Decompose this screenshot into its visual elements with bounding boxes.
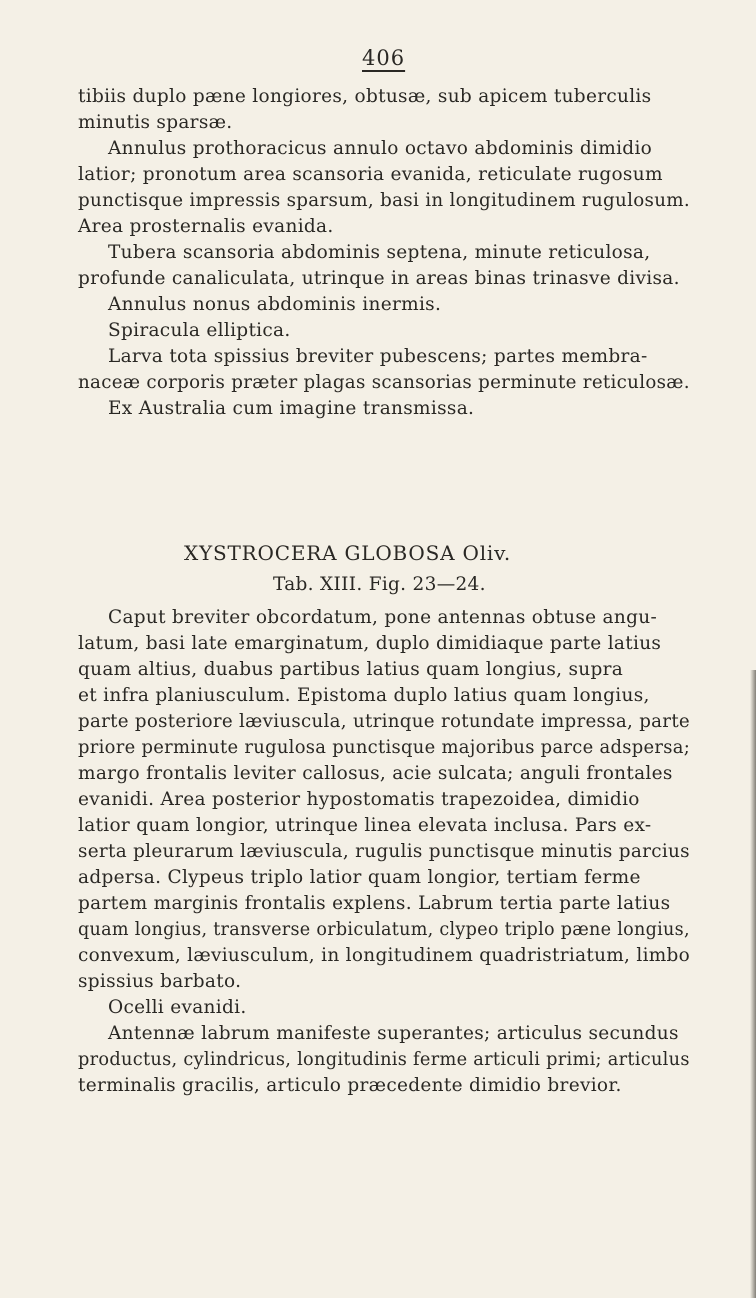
text-line: evanidi. Area posterior hypostomatis trapezoidea, dimidio <box>78 789 640 810</box>
text-line: margo frontalis leviter callosus, acie sulcata; anguli frontales <box>78 763 673 784</box>
text-line: terminalis gracilis, articulo præcedente dimidio brevior. <box>78 1075 622 1096</box>
text-line: Area prosternalis evanida. <box>78 216 334 237</box>
text-line: Annulus nonus abdominis inermis. <box>108 294 442 315</box>
text-line: latior quam longior, utrinque linea elevata inclusa. Pars ex- <box>78 815 652 836</box>
text-line: Annulus prothoracicus annulo octavo abdominis dimidio <box>108 138 653 159</box>
text-line: Caput breviter obcordatum, pone antennas obtuse angu- <box>108 607 658 628</box>
page-edge-shadow <box>750 670 756 1298</box>
species-heading: XYSTROCERA GLOBOSA Oliv. <box>184 541 511 565</box>
text-line: latum, basi late emarginatum, duplo dimidiaque parte latius <box>78 633 662 654</box>
text-line: spissius barbato. <box>78 971 242 992</box>
page-number: 406 <box>362 46 406 70</box>
text-line: parte posteriore læviuscula, utrinque rotundate impressa, parte <box>78 711 691 732</box>
text-line: et infra planiusculum. Epistoma duplo latius quam longius, <box>78 685 650 706</box>
text-line: productus, cylindricus, longitudinis ferme articuli primi; articulus <box>78 1049 690 1070</box>
text-line: Ocelli evanidi. <box>108 997 247 1018</box>
text-line: convexum, læviusculum, in longitudinem quadristriatum, limbo <box>78 945 691 966</box>
text-line: minutis sparsæ. <box>78 112 233 133</box>
text-line: Larva tota spissius breviter pubescens; partes membra- <box>108 346 648 367</box>
text-line: Ex Australia cum imagine transmissa. <box>108 398 475 419</box>
text-line: tibiis duplo pæne longiores, obtusæ, sub apicem tuberculis <box>78 86 652 107</box>
text-line: Antennæ labrum manifeste superantes; articulus secundus <box>108 1023 679 1044</box>
text-line: punctisque impressis sparsum, basi in longitudinem rugulosum. <box>78 190 691 211</box>
text-line: naceæ corporis præter plagas scansorias perminute reticulosæ. <box>78 372 690 393</box>
text-line: priore perminute rugulosa punctisque majoribus parce adspersa; <box>78 737 691 758</box>
text-line: quam altius, duabus partibus latius quam longius, supra <box>78 659 624 680</box>
text-line: quam longius, transverse orbiculatum, clypeo triplo pæne longius, <box>78 919 690 940</box>
text-line: adpersa. Clypeus triplo latior quam longior, tertiam ferme <box>78 867 641 888</box>
text-line: profunde canaliculata, utrinque in areas binas trinasve divisa. <box>78 268 680 289</box>
text-line: serta pleurarum læviuscula, rugulis punctisque minutis parcius <box>78 841 690 862</box>
text-line: Spiracula elliptica. <box>108 320 291 341</box>
text-line: latior; pronotum area scansoria evanida, reticulate rugosum <box>78 164 663 185</box>
text-line: partem marginis frontalis explens. Labrum tertia parte latius <box>78 893 671 914</box>
text-line: Tubera scansoria abdominis septena, minute reticulosa, <box>108 242 651 263</box>
plate-reference: Tab. XIII. Fig. 23—24. <box>273 574 486 595</box>
